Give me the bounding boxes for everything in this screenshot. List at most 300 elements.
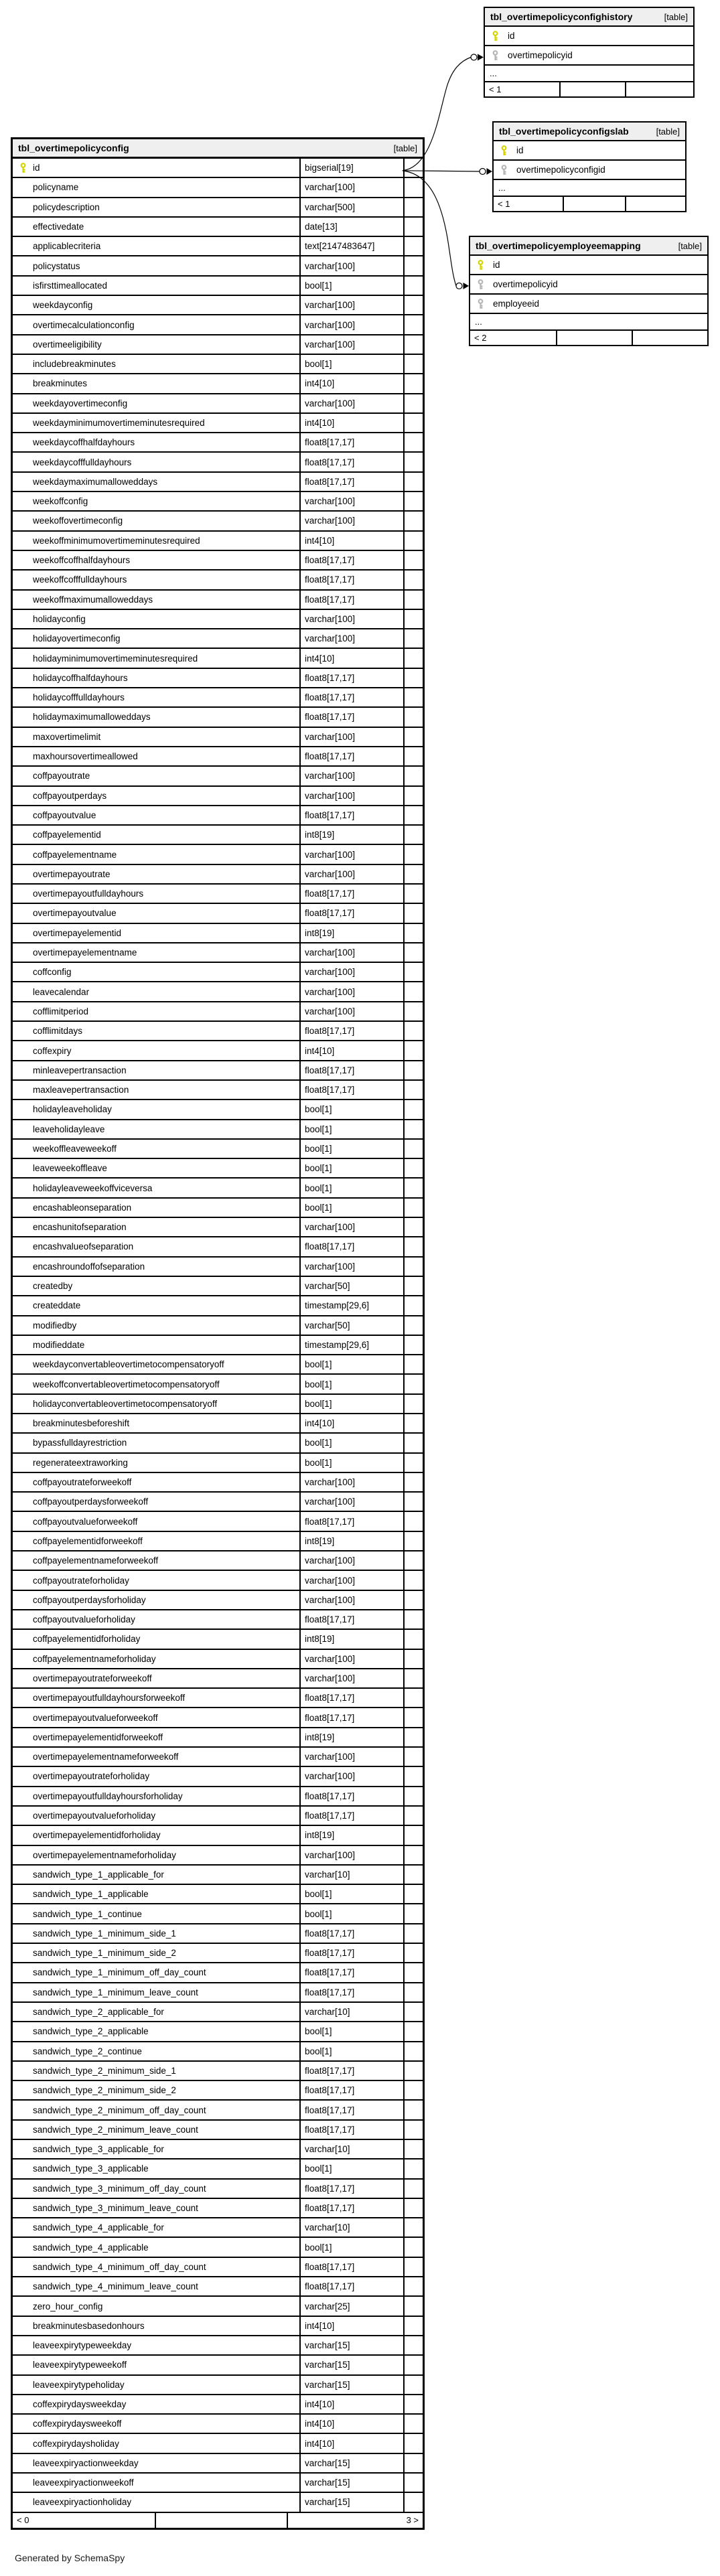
table-footer [470,331,707,345]
relation-anchor-cell [403,2356,423,2374]
relation-anchor-cell [403,1061,423,1079]
relation-anchor-cell [403,747,423,765]
column-type: bool[1] [299,2160,403,2178]
column-name: overtimepayelementid [33,927,122,938]
column-type: bool[1] [299,1355,403,1373]
column-type: date[13] [299,218,403,236]
relation-anchor-cell [403,256,423,275]
column-name: holidayovertimeconfig [33,633,121,644]
column-name: coffpayelementnameforholiday [33,1653,156,1664]
relation-arrowhead-icon [463,283,470,289]
table-row [13,2140,423,2160]
relation-anchor-cell [403,1454,423,1472]
column-type: bool[1] [299,1395,403,1413]
column-type: varchar[100] [299,845,403,863]
column-rows [470,256,707,314]
table-badge: [table] [393,143,417,153]
column-name: leaveweekoffleave [33,1163,107,1174]
column-name: sandwich_type_2_minimum_side_2 [33,2085,176,2096]
table-row [13,198,423,218]
relation-anchor-cell [403,2376,423,2394]
table-row [13,218,423,237]
column-name: overtimepayelementidforholiday [33,1830,161,1841]
column-name: overtimepolicyid [493,279,558,289]
column-type: float8[17,17] [299,591,403,609]
column-type: float8[17,17] [299,551,403,569]
relation-anchor-cell [403,1807,423,1825]
relation-anchor-cell [403,708,423,726]
relation-anchor-cell [403,1002,423,1020]
table-row [13,1081,423,1100]
table-row [13,1846,423,1866]
column-type: int8[19] [299,826,403,844]
table-row [13,2101,423,2120]
table-row [13,1944,423,1963]
footer-children-count: < 1 [489,84,502,94]
table-row [13,1551,423,1571]
column-name: sandwich_type_4_applicable_for [33,2222,164,2233]
column-name: effectivedate [33,222,84,232]
column-type: int8[19] [299,924,403,942]
column-name: weekoffmaximumalloweddays [33,594,153,605]
column-name: sandwich_type_2_minimum_leave_count [33,2124,198,2135]
column-name: createddate [33,1300,81,1311]
column-name: isfirsttimeallocated [33,280,108,291]
footer-children-count: < 1 [498,199,510,209]
column-name: overtimepayelementname [33,948,137,958]
column-type: float8[17,17] [299,1983,403,2001]
primary-key-icon [492,31,498,42]
column-name: sandwich_type_1_applicable [33,1889,149,1900]
table-row [13,1140,423,1159]
relation-anchor-cell [403,2493,423,2511]
column-name: overtimeeligibility [33,339,102,350]
column-type: varchar[100] [299,1846,403,1864]
column-type: bool[1] [299,2238,403,2256]
footer-children-count: < 0 [17,2515,29,2526]
column-name: weekoffconfig [33,496,88,507]
relation-anchor-cell [403,1199,423,1217]
table-row [13,2317,423,2336]
column-rows [13,159,423,2513]
table-row [13,1355,423,1375]
relation-arrowhead-icon [478,54,484,61]
relation-anchor-cell [403,2258,423,2276]
relation-anchor-cell [403,1904,423,1922]
column-name: coffpayoutrateforweekoff [33,1477,132,1488]
table-row [13,2336,423,2356]
relation-anchor-cell [403,943,423,962]
table-header [485,8,693,27]
column-name: overtimepayoutvalueforholiday [33,1811,156,1821]
table-row [13,1395,423,1414]
table-row [13,1473,423,1493]
column-type: float8[17,17] [299,473,403,491]
table-row [13,1454,423,1473]
column-name: overtimepayelementidforweekoff [33,1732,163,1742]
relation-anchor-cell [403,1041,423,1059]
table-row [13,591,423,610]
column-name: holidayminimumovertimeminutesrequired [33,653,198,664]
relation-anchor-cell [403,1493,423,1511]
column-name: leaveexpiryactionweekoff [33,2478,134,2488]
relation-anchor-cell [403,1473,423,1491]
table-row [13,2062,423,2081]
column-type: varchar[100] [299,1591,403,1609]
column-type: varchar[100] [299,178,403,196]
table-row [13,865,423,885]
relation-anchor-cell [403,1885,423,1903]
column-type: varchar[100] [299,610,403,628]
column-type: varchar[100] [299,1002,403,1020]
column-type: varchar[500] [299,198,403,216]
column-type: int4[10] [299,414,403,432]
column-type: varchar[100] [299,728,403,746]
column-type: int4[10] [299,2434,403,2452]
column-name: regenerateextraworking [33,1457,128,1468]
column-name: weekdayconvertableovertimetocompensatoryoff [33,1359,224,1370]
relation-anchor-cell [403,1100,423,1118]
table-row [13,1787,423,1807]
column-name: zero_hour_config [33,2301,103,2312]
column-type: float8[17,17] [299,669,403,687]
column-name: sandwich_type_3_minimum_leave_count [33,2203,198,2214]
table-row [13,2218,423,2238]
table-row [13,1258,423,1277]
table-row [13,2395,423,2415]
column-type: varchar[100] [299,256,403,275]
footer-cell [563,197,625,211]
column-name: leaveexpirytypeweekoff [33,2360,127,2370]
table-badge: [table] [678,240,702,251]
column-name: overtimepayelementnameforweekoff [33,1752,179,1762]
column-type: int8[19] [299,1728,403,1746]
column-type: float8[17,17] [299,453,403,471]
column-type: int4[10] [299,1041,403,1059]
relation-anchor-cell [403,178,423,196]
column-name: coffpayoutrateforholiday [33,1575,129,1586]
table-row [13,1689,423,1708]
relation-anchor-cell [403,453,423,471]
table-row [13,2356,423,2375]
column-type: varchar[100] [299,865,403,883]
column-name: breakminutesbeforeshift [33,1418,130,1429]
column-type: float8[17,17] [299,1022,403,1040]
column-name: breakminutesbasedonhours [33,2320,145,2331]
table-footer [485,82,693,96]
column-name: coffconfig [33,967,72,978]
column-name: coffpayoutrate [33,771,90,781]
table-row [13,492,423,512]
relation-anchor-cell [403,277,423,295]
column-name: holidayconvertableovertimetocompensatoryoff [33,1398,218,1409]
column-name: holidayleaveweekoffviceversa [33,1183,153,1193]
column-type: varchar[100] [299,296,403,314]
table-row [13,1748,423,1767]
table-row [13,277,423,296]
relation-anchor-cell [403,1650,423,1668]
table-row [13,159,423,178]
column-name: coffpayoutperdays [33,790,107,801]
table-row [13,767,423,786]
column-type: timestamp[29,6] [299,1296,403,1314]
table-row [13,982,423,1002]
table-row [13,885,423,904]
relation-anchor-cell [403,571,423,589]
column-type: varchar[15] [299,2493,403,2511]
table-row [13,2376,423,2395]
table-row [13,453,423,472]
relation-anchor-cell [403,473,423,491]
table-row [13,1199,423,1218]
table-row [13,355,423,374]
column-type: float8[17,17] [299,1963,403,1981]
relation-anchor-cell [403,355,423,373]
column-name: holidayconfig [33,613,86,624]
relation-anchor-cell [403,924,423,942]
column-name: overtimepayelementnameforholiday [33,1849,176,1860]
column-name: coffpayelementname [33,849,117,860]
table-row [13,1493,423,1512]
column-name: encashroundoffofseparation [33,1261,145,1272]
table-title: tbl_overtimepolicyemployeemapping [476,240,641,251]
column-name: minleavepertransaction [33,1065,127,1075]
table-row [485,27,693,46]
table-row [13,2180,423,2199]
table-tbl_overtimepolicyemployeemapping [469,236,709,346]
column-type: float8[17,17] [299,806,403,824]
primary-key-icon [20,163,26,173]
column-name: coffpayelementidforholiday [33,1634,141,1645]
column-type: int8[19] [299,1630,403,1648]
relation-anchor-cell [403,1316,423,1335]
column-type: bool[1] [299,1199,403,1217]
column-type: bool[1] [299,1885,403,1903]
column-type: varchar[10] [299,2218,403,2237]
footer-cell [556,331,632,345]
column-type: int8[19] [299,1532,403,1550]
footer-cell [632,331,707,345]
relation-anchor-cell [403,551,423,569]
table-row [13,2297,423,2316]
column-type: varchar[100] [299,315,403,333]
column-name: weekoffcoffhalfdayhours [33,555,131,566]
relation-anchor-cell [403,649,423,667]
table-row [13,806,423,826]
relation-anchor-cell [403,1434,423,1452]
column-type: bool[1] [299,1454,403,1472]
column-name: leaveexpiryactionholiday [33,2497,132,2508]
relation-endpoint-circle [471,54,477,60]
column-type: bool[1] [299,1434,403,1452]
column-type: varchar[100] [299,1748,403,1766]
column-type: int4[10] [299,532,403,550]
column-name: sandwich_type_3_minimum_off_day_count [33,2183,206,2194]
table-row [13,2042,423,2062]
footer-parents-count: 3 > [287,2513,423,2528]
table-title: tbl_overtimepolicyconfighistory [490,11,633,22]
column-name: leaveexpirytypeweekday [33,2340,132,2351]
table-tbl_overtimepolicyconfighistory [484,7,695,98]
relation-anchor-cell [403,1395,423,1413]
column-name: cofflimitperiod [33,1006,89,1016]
table-row [485,46,693,66]
column-type: varchar[100] [299,1669,403,1687]
table-header [470,237,707,256]
column-type: varchar[100] [299,963,403,981]
column-type: bigserial[19] [299,159,403,177]
table-row [13,629,423,649]
ellipsis-row: ... [494,180,685,197]
column-type: float8[17,17] [299,1061,403,1079]
column-name: modifiedby [33,1320,77,1331]
relation-anchor-cell [403,2062,423,2080]
column-type: varchar[100] [299,1493,403,1511]
column-name: modifieddate [33,1339,85,1350]
column-type: float8[17,17] [299,2081,403,2099]
table-row [13,943,423,963]
relation-anchor-cell [403,1591,423,1609]
column-name: sandwich_type_4_minimum_leave_count [33,2281,198,2292]
table-row [13,1316,423,1336]
table-row [13,2434,423,2453]
table-row [13,1983,423,2003]
column-name: weekdayconfig [33,300,93,311]
relation-anchor-cell [403,1532,423,1550]
column-type: bool[1] [299,355,403,373]
column-name: sandwich_type_4_minimum_off_day_count [33,2261,206,2272]
column-type: float8[17,17] [299,2277,403,2295]
column-rows [494,141,685,180]
column-name: sandwich_type_1_minimum_side_1 [33,1928,176,1939]
table-row [13,551,423,571]
column-name: overtimepayoutrate [33,868,111,879]
column-name: sandwich_type_1_minimum_leave_count [33,1987,198,1997]
relation-anchor-cell [403,1689,423,1707]
table-row [13,1885,423,1904]
table-row [13,2277,423,2297]
column-type: varchar[100] [299,787,403,805]
table-title: tbl_overtimepolicyconfigslab [499,126,629,137]
column-type: varchar[50] [299,1316,403,1335]
column-name: coffexpirydaysholiday [33,2438,119,2449]
column-type: varchar[100] [299,394,403,412]
relation-anchor-cell [403,159,423,177]
table-title: tbl_overtimepolicyconfig [18,143,129,153]
table-row [13,1904,423,1924]
column-type: bool[1] [299,1159,403,1177]
relation-anchor-cell [403,767,423,785]
relation-anchor-cell [403,2022,423,2040]
column-type: varchar[25] [299,2297,403,2315]
relation-anchor-cell [403,1571,423,1589]
table-row [13,394,423,414]
column-name: leaveexpirytypeholiday [33,2379,125,2390]
column-type: float8[17,17] [299,747,403,765]
table-footer [494,197,685,211]
column-name: weekoffovertimeconfig [33,516,123,526]
column-name: weekoffminimumovertimeminutesrequired [33,535,200,546]
ellipsis-row: ... [470,314,707,331]
relation-anchor-cell [403,2042,423,2060]
column-type: varchar[10] [299,2003,403,2021]
column-type: float8[17,17] [299,2101,403,2119]
relation-anchor-cell [403,982,423,1000]
column-type: float8[17,17] [299,2121,403,2139]
table-row [13,1591,423,1610]
column-type: bool[1] [299,2022,403,2040]
column-type: float8[17,17] [299,1237,403,1256]
relation-anchor-cell [403,1551,423,1570]
column-type: float8[17,17] [299,1081,403,1099]
table-row [13,1610,423,1630]
foreign-key-icon [501,165,507,175]
column-type: float8[17,17] [299,1944,403,1962]
table-row [13,904,423,923]
relation-anchor-cell [403,865,423,883]
table-row [13,1414,423,1434]
relation-anchor-cell [403,1924,423,1943]
column-type: float8[17,17] [299,1787,403,1805]
column-name: leaveholidayleave [33,1124,105,1134]
column-name: coffpayoutvalueforweekoff [33,1516,138,1527]
table-row [13,787,423,806]
column-type: int4[10] [299,374,403,392]
footer-cell [155,2513,287,2528]
column-type: text[2147483647] [299,237,403,255]
relation-anchor-cell [403,1669,423,1687]
column-type: float8[17,17] [299,2062,403,2080]
relation-arrowhead-icon [487,168,493,175]
relation-anchor-cell [403,2101,423,2119]
column-type: float8[17,17] [299,885,403,903]
relation-anchor-cell [403,2218,423,2237]
relation-anchor-cell [403,1610,423,1628]
column-name: holidayleaveholiday [33,1104,112,1115]
table-row [13,178,423,198]
relation-anchor-cell [403,2180,423,2198]
column-type: varchar[100] [299,1258,403,1276]
column-type: float8[17,17] [299,708,403,726]
table-row [13,1375,423,1394]
column-name: weekdayovertimeconfig [33,398,128,408]
table-row [13,2003,423,2022]
column-name: id [516,145,524,155]
column-name: sandwich_type_4_applicable [33,2242,149,2253]
relation-anchor-cell [403,1258,423,1276]
column-name: leaveexpiryactionweekday [33,2457,139,2468]
table-row [13,512,423,531]
column-name: overtimepayoutfulldayhoursforholiday [33,1791,183,1801]
table-header [494,123,685,141]
primary-key-icon [501,145,507,156]
column-name: id [493,260,500,270]
table-row [13,1100,423,1120]
column-type: varchar[100] [299,1650,403,1668]
column-name: weekoffcofffulldayhours [33,575,127,585]
relation-anchor-cell [403,2474,423,2492]
relation-anchor-cell [403,492,423,510]
foreign-key-icon [492,50,498,61]
column-name: breakminutes [33,378,88,389]
relation-anchor-cell [403,688,423,706]
table-row [13,1120,423,1140]
column-name: policyname [33,182,79,193]
table-header [13,139,423,159]
column-name: sandwich_type_1_minimum_off_day_count [33,1967,206,1978]
column-type: float8[17,17] [299,904,403,922]
column-name: applicablecriteria [33,241,101,252]
